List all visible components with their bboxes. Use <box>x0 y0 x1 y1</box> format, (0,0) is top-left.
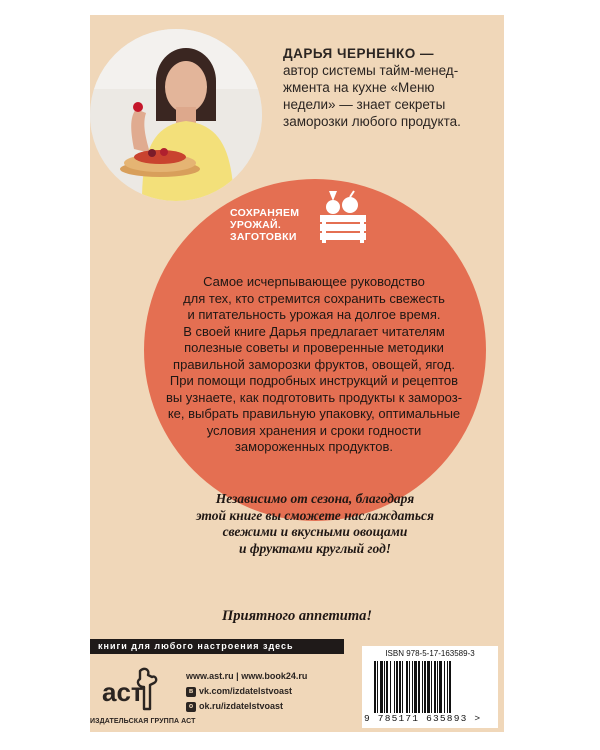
isbn-barcode-block <box>362 646 498 728</box>
closing-phrase: Приятного аппетита! <box>221 608 372 624</box>
book-back-cover <box>90 15 504 732</box>
ok-link-text: ok.ru/izdatelstvoast <box>199 701 284 711</box>
description-line: полезные советы и проверенные методики <box>184 340 444 355</box>
highlight-line: свежими и вкусными овощами <box>222 524 408 539</box>
ast-logo <box>100 665 160 715</box>
author-photo <box>90 29 262 201</box>
description-line: В своей книге Дарья предлагает читателям <box>183 323 445 339</box>
publisher-links <box>186 669 366 714</box>
ok-icon: о <box>186 702 196 712</box>
author-bio-line: недели» — знает секреты <box>283 97 446 112</box>
website-links[interactable]: www.ast.ru | www.book24.ru <box>186 671 308 681</box>
author-name: ДАРЬЯ ЧЕРНЕНКО — <box>283 46 435 61</box>
description-line: правильной заморозки фруктов, овощей, ягод. <box>173 356 455 372</box>
vk-link-text: vk.com/izdatelstvoast <box>199 686 293 696</box>
description-line: замороженных продуктов. <box>234 439 394 454</box>
description-line: условия хранения и сроки годности <box>206 422 422 438</box>
vk-icon: в <box>186 687 196 697</box>
description-line: ке, выбрать правильную упаковку, оптимальные <box>167 406 461 421</box>
slogan-text: книги для любого настроения здесь <box>98 641 294 651</box>
barcode-digits: 9 785171 635893 > <box>364 713 482 724</box>
series-line: ЗАГОТОВКИ <box>230 231 297 243</box>
highlight-line: и фруктами круглый год! <box>238 540 392 556</box>
slogan-bar <box>90 639 344 654</box>
publisher-caption: ИЗДАТЕЛЬСКАЯ ГРУППА АСТ <box>90 718 196 725</box>
highlight-text <box>160 491 470 557</box>
highlight-line: этой книге вы сможете наслаждаться <box>195 507 435 523</box>
description-line: вы узнаете, как подготовить продукты к замороз- <box>165 389 463 405</box>
crate-with-vegetables-icon <box>316 187 370 245</box>
description-line: и питательность урожая на долгое время. <box>187 307 441 322</box>
vk-link[interactable] <box>186 684 366 699</box>
barcode <box>372 661 490 713</box>
ok-link[interactable] <box>186 699 366 714</box>
description-line: Самое исчерпывающее руководство <box>203 274 425 289</box>
author-bio-line: автор системы тайм-менед- <box>283 63 459 78</box>
author-bio-line: жмента на кухне «Меню <box>283 80 435 95</box>
series-line: СОХРАНЯЕМ <box>230 207 300 219</box>
isbn-label: ISBN 978-5-17-163589-3 <box>385 649 475 658</box>
series-title <box>230 207 330 243</box>
description-line: При помощи подробных инструкций и рецептов <box>169 373 459 388</box>
book-description <box>158 274 470 456</box>
author-bio <box>283 45 498 130</box>
highlight-line: Независимо от сезона, благодаря <box>215 491 415 506</box>
author-bio-line: заморозки любого продукта. <box>283 114 461 129</box>
series-line: УРОЖАЙ. <box>230 219 282 231</box>
logo-text: аст <box>102 677 144 707</box>
description-line: для тех, кто стремится сохранить свежесть <box>183 290 445 306</box>
